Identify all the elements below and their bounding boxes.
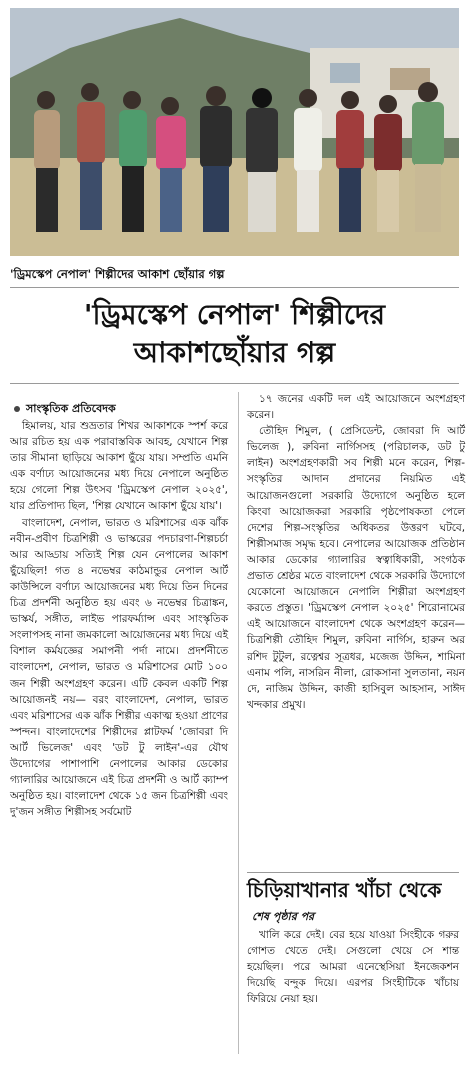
headline-rule — [10, 383, 459, 384]
group-photo-illustration — [10, 8, 459, 256]
second-story-headline: চিড়িয়াখানার খাঁচা থেকে — [247, 878, 442, 902]
headline-line-2: আকাশছোঁয়ার গল্প — [133, 336, 336, 369]
headline-line-1: 'ড্রিমস্কেপ নেপাল' শিল্পীদের — [83, 298, 386, 331]
article-paragraph: বাংলাদেশ, নেপাল, ভারত ও মরিশাসের এক ঝাঁক নবীন-প্রবীণ চিত্রশিল্পী ও ভাস্করের পদচারণা-শিল্পচর্চা আর আড্ডায় সত্যিই শিল্প যেন নেপালের আকাশ ছুঁয়েছিল! গত ৪ নভেম্বর কাঠমান্ডুর নেপাল আর্ট কাউন্সিলে বর্ণাঢ্য আয়োজনের মধ্য দিয়ে তিন দিনের চিত্র প্রদর্শনী অনুষ্ঠিত হয় এবং ৬ নভেম্বর চিত্রাঙ্কন, ভাস্কর্য, সঙ্গীত, লাইভ পারফর্ম্যান্স এবং সাংস্কৃতিক সংলাপসহ নানা জমকালো আয়োজনের মধ্য দিয়ে এই বিশাল কর্মযজ্ঞের সমাপনী পর্দা নামে। প্রদর্শনীতে বাংলাদেশ, নেপাল, ভারত ও মরিশাসের মোট ১০০ জন শিল্পী অংশগ্রহণ করেন। এটি কেবল একটি শিল্প আয়োজনই নয়— বরং বাংলাদেশ, নেপাল, ভারত এবং মরিশাসের এক ঝাঁক শিল্পীর একাত্ম হওয়া প্রাণের স্পন্দন। বাংলাদেশের শিল্পীদের প্লাটফর্ম 'জোবরা দি আর্ট ভিলেজ' এবং 'ডট টু লাইন'-এর যৌথ উদ্যোগের পাশাপাশি নেপালের আকার ডেকোর গ্যালারির আয়োজনে এই চিত্র প্রদর্শনী ও আর্ট ক্যাম্প অনুষ্ঠিত হয়। বাংলাদেশ থেকে ১৫ জন চিত্রশিল্পী এবং দু'জন সঙ্গীত শিল্পীসহ সর্বমোট — [10, 516, 228, 819]
article-paragraph: হিমালয়, যার শুভ্রতার শিখর আকাশকে স্পর্শ করে আর রচিত হয় এক পরাবাস্তবিক আবহ, যেখানে শিল্প তার সীমানা ছাড়িয়ে আকাশ ছুঁয়ে যায়। সম্প্রতি এমনি এক বর্ণাঢ্য আয়োজনের মধ্য দিয়ে নেপালে অনুষ্ঠিত হয়ে গেলো শিল্প উৎসব 'ড্রিমস্কেপ নেপাল ২০২৫', যার প্রতিপাদ্য ছিল, 'শিল্প যেখানে আকাশ ছুঁয়ে যায়'। — [10, 420, 228, 513]
byline-text: সাংস্কৃতিক প্রতিবেদক — [26, 402, 116, 415]
photo-building-window — [330, 63, 360, 83]
article-paragraph: খালি করে দেই। বের হয়ে যাওয়া সিংহীকে গরুর গোশত খেতে দেই। সেগুলো খেয়ে সে শান্ত হয়েছিল। পরে আমরা এনেস্থেসিয়া ইনজেকশন দিয়েছি বন্দুক দিয়ে। এরপর সিংহীটিকে খাঁচায় ফিরিয়ে নেয়া হয়। — [247, 929, 459, 1006]
group-photo — [10, 8, 459, 256]
photo-caption: 'ড্রিমস্কেপ নেপাল' শিল্পীদের আকাশ ছোঁয়ার গল্প — [10, 267, 225, 281]
bullet-icon — [14, 406, 20, 412]
continued-label: শেষ পৃষ্ঠার পর — [252, 910, 315, 923]
article-paragraph: ১৭ জনের একটি দল এই আয়োজনে অংশগ্রহণ করেন। — [247, 393, 465, 422]
article-left-column — [10, 418, 228, 820]
column-divider — [238, 392, 239, 1054]
main-headline — [10, 296, 459, 372]
caption-rule — [10, 287, 459, 288]
second-story-body — [247, 927, 459, 1007]
second-story-rule — [247, 872, 459, 873]
article-right-column — [247, 391, 465, 713]
byline — [14, 400, 116, 419]
article-paragraph: তৌহিদ শিমুল, ( প্রেসিডেন্ট, জোবরা দি আর্ট ভিলেজ ), রুবিনা নার্গিসসহ (পরিচালক, ডট টু লাইন) অংশগ্রহণকারী সব শিল্পী মনে করেন, শিল্প-সংস্কৃতির আদান প্রদানের নিয়মিত এই আয়োজনগুলো সরকারি উদ্যোগে অনুষ্ঠিত হলে কিংবা আয়োজকরা সরকারি পৃষ্ঠপোষকতা পেলে দেশের শিল্প-সংস্কৃতির অধিকতর উত্তরণ ঘটবে, শিল্পীসমাজ সমৃদ্ধ হবে। নেপালের আয়োজক প্রতিষ্ঠান আকার ডেকোর গ্যালারির স্বত্বাধিকারী, সংগঠক প্রভাত শ্রেষ্ঠর মতে বাংলাদেশ থেকে সরকারি উদ্যোগে যেকোনো আয়োজনে নেপালি শিল্পীরা অংশগ্রহণ করতে প্রস্তুত। 'ড্রিমস্কেপ নেপাল ২০২৫' শিরোনামের এই আয়োজনে বাংলাদেশ থেকে অংশগ্রহণ করেন— চিত্রশিল্পী তৌহিদ শিমুল, রুবিনা নার্গিস, হারুন অর রশিদ টুটুল, রত্নেশ্বর সূত্রধর, মজেজ উদ্দিন, শামিনা এনাম পলি, নাসরিন নীলা, রোকসানা সুলতানা, নয়ন দে, নাজিম উদ্দিন, কাজী হাসিবুল আহসান, সাঈদ খন্দকার প্রমুখ। — [247, 425, 465, 711]
